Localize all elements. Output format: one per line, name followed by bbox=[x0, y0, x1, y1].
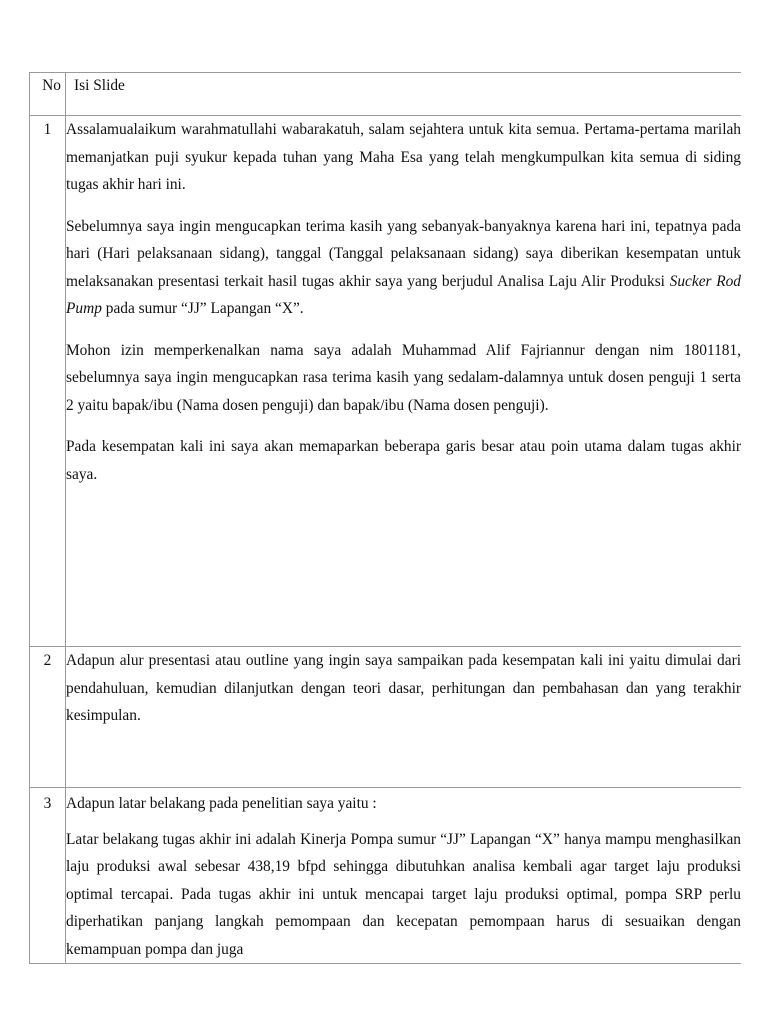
header-content: Isi Slide bbox=[66, 73, 742, 116]
paragraph: Assalamualaikum warahmatullahi wabarakatuh, salam sejahtera untuk kita semua. Pertama-pertama marilah memanjatkan puji syukur kepada tuhan yang Maha Esa yang telah mengkumpulkan kita semua di siding tugas akhir hari ini. bbox=[66, 121, 741, 193]
document-page bbox=[29, 72, 741, 970]
paragraph: Mohon izin memperkenalkan nama saya adalah Muhammad Alif Fajriannur dengan nim 1801181, sebelumnya saya ingin mengucapkan rasa terima kasih yang sedalam-dalamnya untuk dosen penguji 1 serta 2 yaitu bapak/ibu (Nama dosen penguji) dan bapak/ibu (Nama dosen penguji). bbox=[66, 341, 741, 414]
row-content bbox=[66, 116, 742, 647]
table-row bbox=[30, 647, 742, 788]
paragraph: Latar belakang tugas akhir ini adalah Kinerja Pompa sumur “JJ” Lapangan “X” hanya mampu menghasilkan laju produksi awal sebesar 438,19 bfpd sehingga dibutuhkan analisa kembali agar target laju produksi optimal tercapai. Pada tugas akhir ini untuk mencapai target laju produksi optimal, pompa SRP perlu diperhatikan panjang langkah pemompaan dan kecepatan pemompaan harus di sesuaikan dengan kemampuan pompa dan juga bbox=[66, 830, 741, 958]
paragraph-text: pada sumur “JJ” Lapangan “X”. bbox=[101, 300, 304, 317]
row-content bbox=[66, 788, 742, 964]
emphasis-text: Sucker Rod Pump bbox=[66, 272, 741, 317]
paragraph-text: Sebelumnya saya ingin mengucapkan terima kasih yang sebanyak-banyaknya karena hari ini, tepatnya pada hari (Hari pelaksanaan sidang), tanggal (Tanggal pelaksanaan sidang) saya diberikan kesempatan untuk melaksanakan presentasi terkait hasil tugas akhir saya yang berjudul Analisa Laju Alir Produksi bbox=[66, 217, 741, 290]
row-content bbox=[66, 647, 742, 788]
row-number: 3 bbox=[30, 788, 66, 964]
table-row bbox=[30, 116, 742, 647]
table-header-row bbox=[30, 73, 742, 116]
paragraph bbox=[66, 213, 741, 323]
paragraph: Adapun latar belakang pada penelitian saya yaitu : bbox=[66, 795, 377, 812]
paragraph: Adapun alur presentasi atau outline yang ingin saya sampaikan pada kesempatan kali ini yaitu dimulai dari pendahuluan, kemudian dilanjutkan dengan teori dasar, perhitungan dan pembahasan dan yang terakhir kesimpulan. bbox=[66, 652, 741, 724]
row-number: 1 bbox=[30, 116, 66, 647]
table-row bbox=[30, 788, 742, 964]
slide-script-table bbox=[29, 72, 741, 964]
header-no: No bbox=[30, 73, 66, 116]
row-number: 2 bbox=[30, 647, 66, 788]
paragraph: Pada kesempatan kali ini saya akan memaparkan beberapa garis besar atau poin utama dalam tugas akhir saya. bbox=[66, 438, 741, 483]
